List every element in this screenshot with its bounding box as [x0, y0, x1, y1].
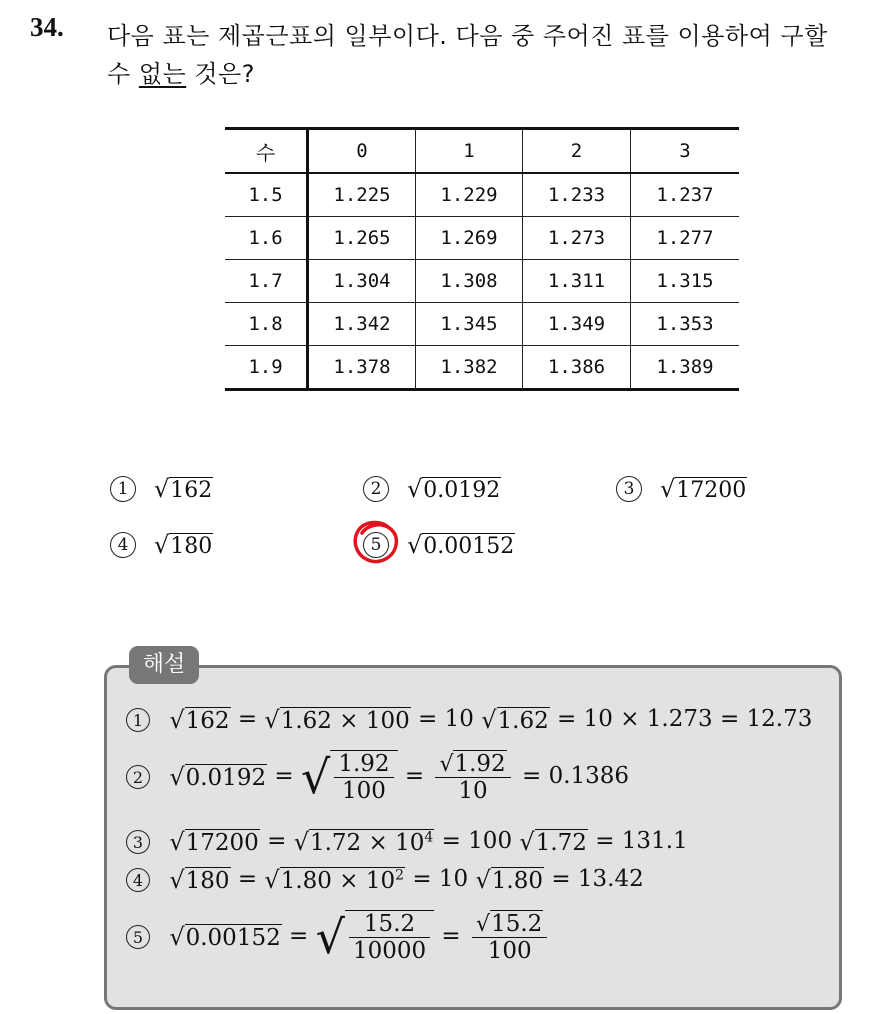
table-cell: 1.269	[416, 217, 523, 260]
table-cell: 1.277	[631, 217, 740, 260]
table-cell: 1.8	[225, 303, 308, 346]
table-cell: 1.311	[523, 260, 631, 303]
sqrt-expression: √17200	[660, 475, 747, 503]
choice-number: 3	[616, 476, 642, 502]
square-root-table	[225, 127, 739, 391]
answer-mark-circle	[352, 519, 400, 565]
sqrt-expression: √162	[154, 475, 213, 503]
table-row	[225, 346, 739, 390]
table-cell: 1.6	[225, 217, 308, 260]
choice-1[interactable]	[110, 475, 213, 503]
table-cell: 1.225	[308, 173, 416, 217]
table-header-cell: 0	[308, 129, 416, 174]
solution-tag: 해설	[129, 646, 199, 684]
table-cell: 1.229	[416, 173, 523, 217]
solution-line-4: 4 $√180 = √1.80 \times 10^2 = 10$ √1.80 = 13.42	[126, 866, 644, 894]
choice-4[interactable]	[110, 531, 213, 559]
sqrt-expression: √0.00152	[407, 531, 515, 559]
table-row	[225, 303, 739, 346]
table-row	[225, 217, 739, 260]
table-cell: 1.304	[308, 260, 416, 303]
question-text-line1: 다음 표는 제곱근표의 일부이다. 다음 중 주어진 표를 이용하여 구할	[107, 22, 828, 50]
choice-number: 4	[110, 532, 136, 558]
table-cell: 1.265	[308, 217, 416, 260]
table-cell: 1.9	[225, 346, 308, 390]
table-cell: 1.237	[631, 173, 740, 217]
solution-line-5: 5 √0.00152 = √ $\frac{15.2}{10000}$ = $\frac{√15.2}{100}$	[126, 910, 551, 964]
choice-number: 2	[363, 476, 389, 502]
table-cell: 1.382	[416, 346, 523, 390]
solution-line-2: 2 √0.0192 = √ $\frac{1.92}{100}$ = $\frac{√1.92}{10}$ = 0.1386	[126, 750, 629, 804]
table-row	[225, 173, 739, 217]
table-cell: 1.342	[308, 303, 416, 346]
table-cell: 1.378	[308, 346, 416, 390]
table-cell: 1.315	[631, 260, 740, 303]
table-cell: 1.273	[523, 217, 631, 260]
sqrt-expression: √0.0192	[407, 475, 501, 503]
choice-number: 1	[110, 476, 136, 502]
choice-number: 5	[363, 532, 389, 558]
table-header-cell: 3	[631, 129, 740, 174]
table-header-cell: 수	[225, 129, 308, 174]
choice-3[interactable]	[616, 475, 747, 503]
table-cell: 1.353	[631, 303, 740, 346]
table-cell: 1.7	[225, 260, 308, 303]
solution-line-3: 3 $√17200 = √1.72 \times 10^4 = 100$ √1.72 = 131.1	[126, 828, 688, 856]
table-cell: 1.345	[416, 303, 523, 346]
table-cell: 1.349	[523, 303, 631, 346]
choice-2[interactable]	[363, 475, 501, 503]
underlined-word: 없는	[138, 60, 187, 88]
table-cell: 1.308	[416, 260, 523, 303]
table-cell: 1.5	[225, 173, 308, 217]
table-header-cell: 2	[523, 129, 631, 174]
table-row	[225, 260, 739, 303]
sqrt-expression: √180	[154, 531, 213, 559]
table-cell: 1.386	[523, 346, 631, 390]
table-cell: 1.389	[631, 346, 740, 390]
question-text-line2: 수 없는 것은?	[107, 60, 255, 88]
table-header-row	[225, 129, 739, 174]
table-header-cell: 1	[416, 129, 523, 174]
table-cell: 1.233	[523, 173, 631, 217]
question-number: 34.	[30, 12, 64, 42]
solution-line-1: 1 √162 = √1.62 × 100 = 10 √1.62 = 10 × 1.273 = 12.73	[126, 706, 812, 734]
